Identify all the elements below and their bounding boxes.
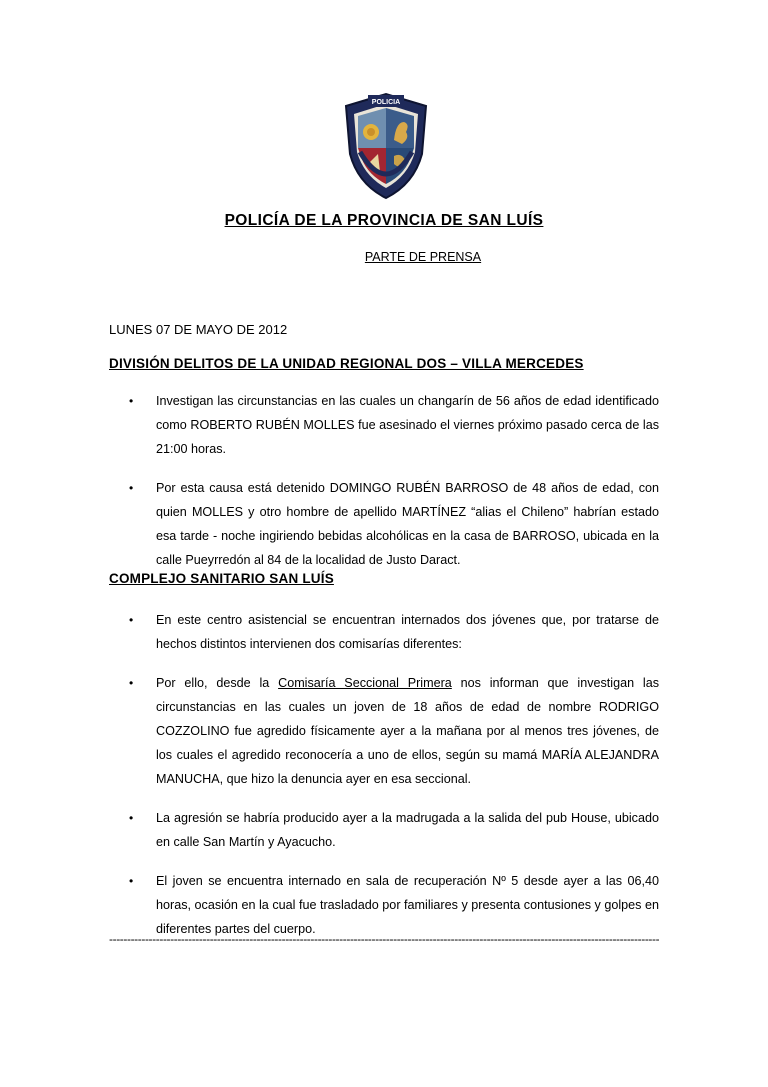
list-item: • Investigan las circunstancias en las cuales un changarín de 56 años de edad identificado como ROBERTO RUBÉN MOLLES fue asesinado el viernes próximo pasado cerca de las 21:00 horas. <box>109 389 659 461</box>
bullet-icon: • <box>129 676 134 690</box>
bullet-icon: • <box>129 811 134 825</box>
list-item: • Por ello, desde la Comisaría Seccional Primera nos informan que investigan las circunstancias en las cuales un joven de 18 años de edad de nombre RODRIGO COZZOLINO fue agredido físicamente ayer a la mañana por al menos tres jóvenes, de los cuales el agredido reconocería a uno de ellos, según su mamá MARÍA ALEJANDRA MANUCHA, que hizo la denuncia ayer en esa seccional. <box>109 671 659 791</box>
list-item: • La agresión se habría producido ayer a la madrugada a la salida del pub House, ubicado en calle San Martín y Ayacucho. <box>109 806 659 854</box>
list-item: • Por esta causa está detenido DOMINGO RUBÉN BARROSO de 48 años de edad, con quien MOLLES y otro hombre de apellido MARTÍNEZ “alias el Chileno” habrían estado esa tarde - noche ingiriendo bebidas alcohólicas en la casa de BARROSO, ubicada en la calle Pueyrredón al 84 de la localidad de Justo Daract. <box>109 476 659 572</box>
section-heading-villa-mercedes: DIVISIÓN DELITOS DE LA UNIDAD REGIONAL DOS – VILLA MERCEDES <box>109 356 584 371</box>
police-shield-emblem-icon <box>340 92 432 200</box>
comisaria-link: Comisaría Seccional Primera <box>278 676 452 690</box>
bullet-list-villa-mercedes <box>109 389 659 587</box>
page-title: POLICÍA DE LA PROVINCIA DE SAN LUÍS <box>224 212 544 229</box>
list-item: • El joven se encuentra internado en sala de recuperación Nº 5 desde ayer a las 06,40 horas, ocasión en la cual fue trasladado por familiares y presenta contusiones y golpes en diferentes partes del cuerpo. <box>109 869 659 941</box>
bullet-icon: • <box>129 874 134 888</box>
list-item: • En este centro asistencial se encuentran internados dos jóvenes que, por tratarse de hechos distintos intervienen dos comisarías diferentes: <box>109 608 659 656</box>
emblem-label: POLICIA <box>371 99 401 106</box>
separator-line: --------------------------------------------------------------------------------------------------------------------------------------------------------- <box>109 932 659 946</box>
bullet-list-complejo-sanitario <box>109 608 659 956</box>
report-date: LUNES 07 DE MAYO DE 2012 <box>109 322 288 337</box>
bullet-icon: • <box>129 613 134 627</box>
bullet-icon: • <box>129 481 134 495</box>
page-subtitle: PARTE DE PRENSA <box>364 250 482 264</box>
section-heading-complejo-sanitario: COMPLEJO SANITARIO SAN LUÍS <box>109 571 334 586</box>
bullet-icon: • <box>129 394 134 408</box>
